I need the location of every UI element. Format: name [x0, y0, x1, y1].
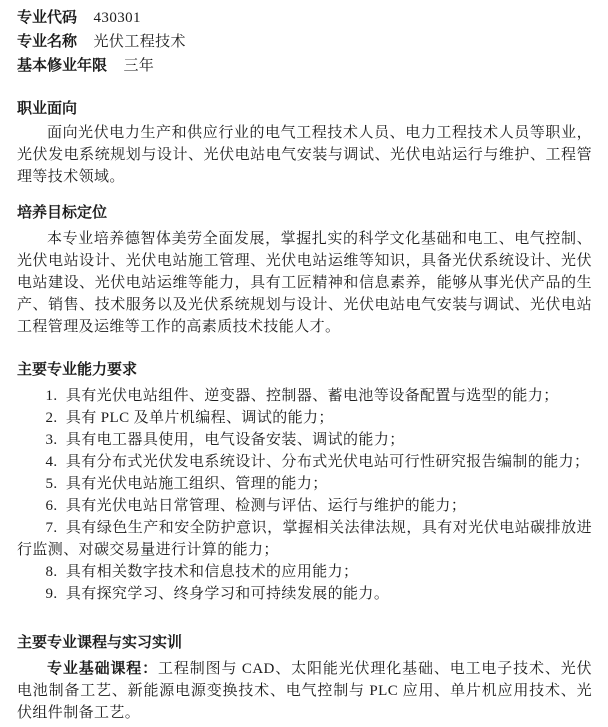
ability-text: 具有光伏电站日常管理、检测与评估、运行与维护的能力； [65, 498, 467, 514]
ability-text: 具有分布式光伏发电系统设计、分布式光伏电站可行性研究报告编制的能力； [65, 454, 590, 470]
meta-duration-value: 三年 [123, 58, 155, 74]
ability-item [17, 495, 592, 517]
career-paragraph: 面向光伏电力生产和供应行业的电气工程技术人员、电力工程技术人员等职业，光伏发电系统规划与设计、光伏电站电气安装与调试、光伏电站运行与维护、工程管理等技术领域。 [17, 125, 592, 185]
meta-code-label: 专业代码 [17, 9, 78, 26]
ability-number: 8. [45, 564, 58, 580]
courses-basic-label: 专业基础课程： [47, 660, 159, 677]
ability-text: 具有 PLC 及单片机编程、调试的能力； [65, 410, 334, 426]
courses-basic-paragraph [17, 658, 592, 724]
meta-code-value: 430301 [93, 10, 141, 26]
ability-item [17, 583, 592, 605]
ability-item [17, 407, 592, 429]
ability-text: 具有探究学习、终身学习和可持续发展的能力。 [65, 586, 390, 602]
section-heading-abilities: 主要专业能力要求 [17, 361, 138, 378]
ability-item [17, 517, 592, 561]
ability-text: 具有相关数字技术和信息技术的应用能力； [65, 564, 359, 580]
ability-item [17, 385, 592, 407]
ability-number: 5. [45, 476, 58, 492]
section-heading-goal: 培养目标定位 [17, 204, 108, 221]
section-heading-courses: 主要专业课程与实习实训 [17, 634, 183, 651]
ability-number: 2. [45, 410, 58, 426]
meta-code-line [17, 6, 592, 30]
ability-number: 1. [45, 388, 58, 404]
ability-item [17, 451, 592, 473]
meta-name-label: 专业名称 [17, 33, 78, 50]
ability-number: 7. [45, 520, 58, 536]
ability-number: 4. [45, 454, 58, 470]
meta-duration-label: 基本修业年限 [17, 57, 108, 74]
meta-duration-line [17, 54, 592, 78]
ability-text: 具有光伏电站施工组织、管理的能力； [65, 476, 328, 492]
ability-list [17, 385, 592, 605]
ability-item [17, 429, 592, 451]
courses-basic-body: 工程制图与 CAD、太阳能光伏理化基础、电工电子技术、光伏电池制备工艺、新能源电源变换技术、电气控制与 PLC 应用、单片机应用技术、光伏组件制备工艺。 [17, 661, 592, 721]
ability-item [17, 473, 592, 495]
meta-name-line [17, 30, 592, 54]
ability-number: 9. [45, 586, 58, 602]
goal-paragraph: 本专业培养德智体美劳全面发展，掌握扎实的科学文化基础和电工、电气控制、光伏电站设计、光伏电站施工管理、光伏电站运维等知识，具备光伏系统设计、光伏电站建设、光伏电站运维等能力，具有工匠精神和信息素养，能够从事光伏产品的生产、销售、技术服务以及光伏系统规划与设计、光伏电站电气安装与调试、光伏电站工程管理及运维等工作的高素质技术技能人才。 [17, 231, 592, 335]
ability-number: 3. [45, 432, 58, 448]
ability-text: 具有绿色生产和安全防护意识，掌握相关法律法规，具有对光伏电站碳排放进行监测、对碳交易量进行计算的能力； [17, 520, 592, 558]
meta-name-value: 光伏工程技术 [93, 34, 186, 50]
ability-number: 6. [45, 498, 58, 514]
ability-item [17, 561, 592, 583]
section-heading-career: 职业面向 [17, 100, 78, 117]
ability-text: 具有光伏电站组件、逆变器、控制器、蓄电池等设备配置与选型的能力； [65, 388, 559, 404]
ability-text: 具有电工器具使用，电气设备安装、调试的能力； [65, 432, 405, 448]
